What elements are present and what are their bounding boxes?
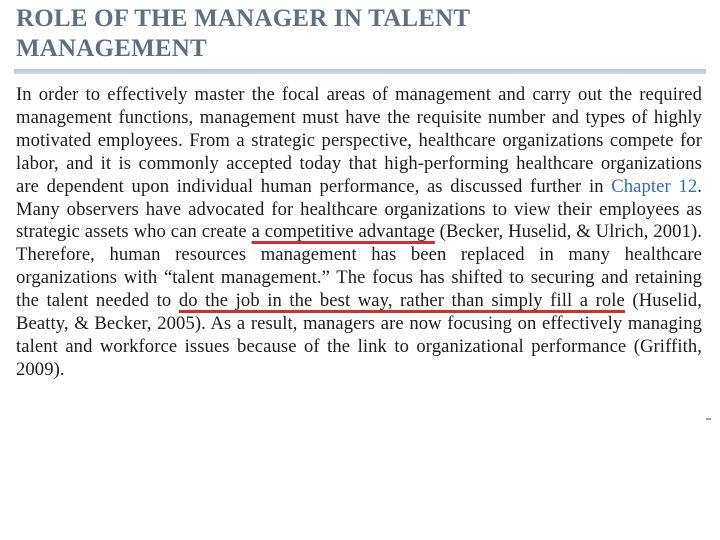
underlined-phrase-competitive-advantage: a competitive advantage xyxy=(251,221,435,243)
body-text-segment: In order to effectively master the focal areas of management and carry out the required management functions, management must have the requisite number and types of highly motivated employees. From a strategic perspective, healthcare organizations compete for labor, and it is commonly accepted today that high-performing healthcare organizations are dependent upon individual human performance, as discussed further in xyxy=(16,84,702,197)
heading-rule xyxy=(14,69,706,74)
heading-line-1: ROLE OF THE MANAGER IN TALENT xyxy=(16,5,471,32)
body-text-segment: (Huselid, Beatty, & Becker, 2005). As a result, managers are now focusing on effectively managing talent and workforce issues because of the link to organizational performance (Griffith, 2009). xyxy=(16,290,702,380)
section-heading xyxy=(16,4,706,64)
margin-mark xyxy=(706,418,711,420)
chapter-link[interactable]: Chapter 12 xyxy=(611,175,698,197)
body-text-segment: (Becker, Huselid, & Ulrich, 2001). Therefore, human resources management has been replaced in many healthcare organizations with “talent management.” The focus has shifted to securing and retaining the talent needed to xyxy=(16,221,703,312)
underlined-phrase-best-way: do the job in the best way, rather than simply fill a role xyxy=(178,290,625,312)
heading-line-2: MANAGEMENT xyxy=(16,35,207,62)
body-text-segment: . Many observers have advocated for healthcare organizations to view their employees as strategic assets who can create xyxy=(16,175,702,243)
body-paragraph xyxy=(16,84,702,382)
